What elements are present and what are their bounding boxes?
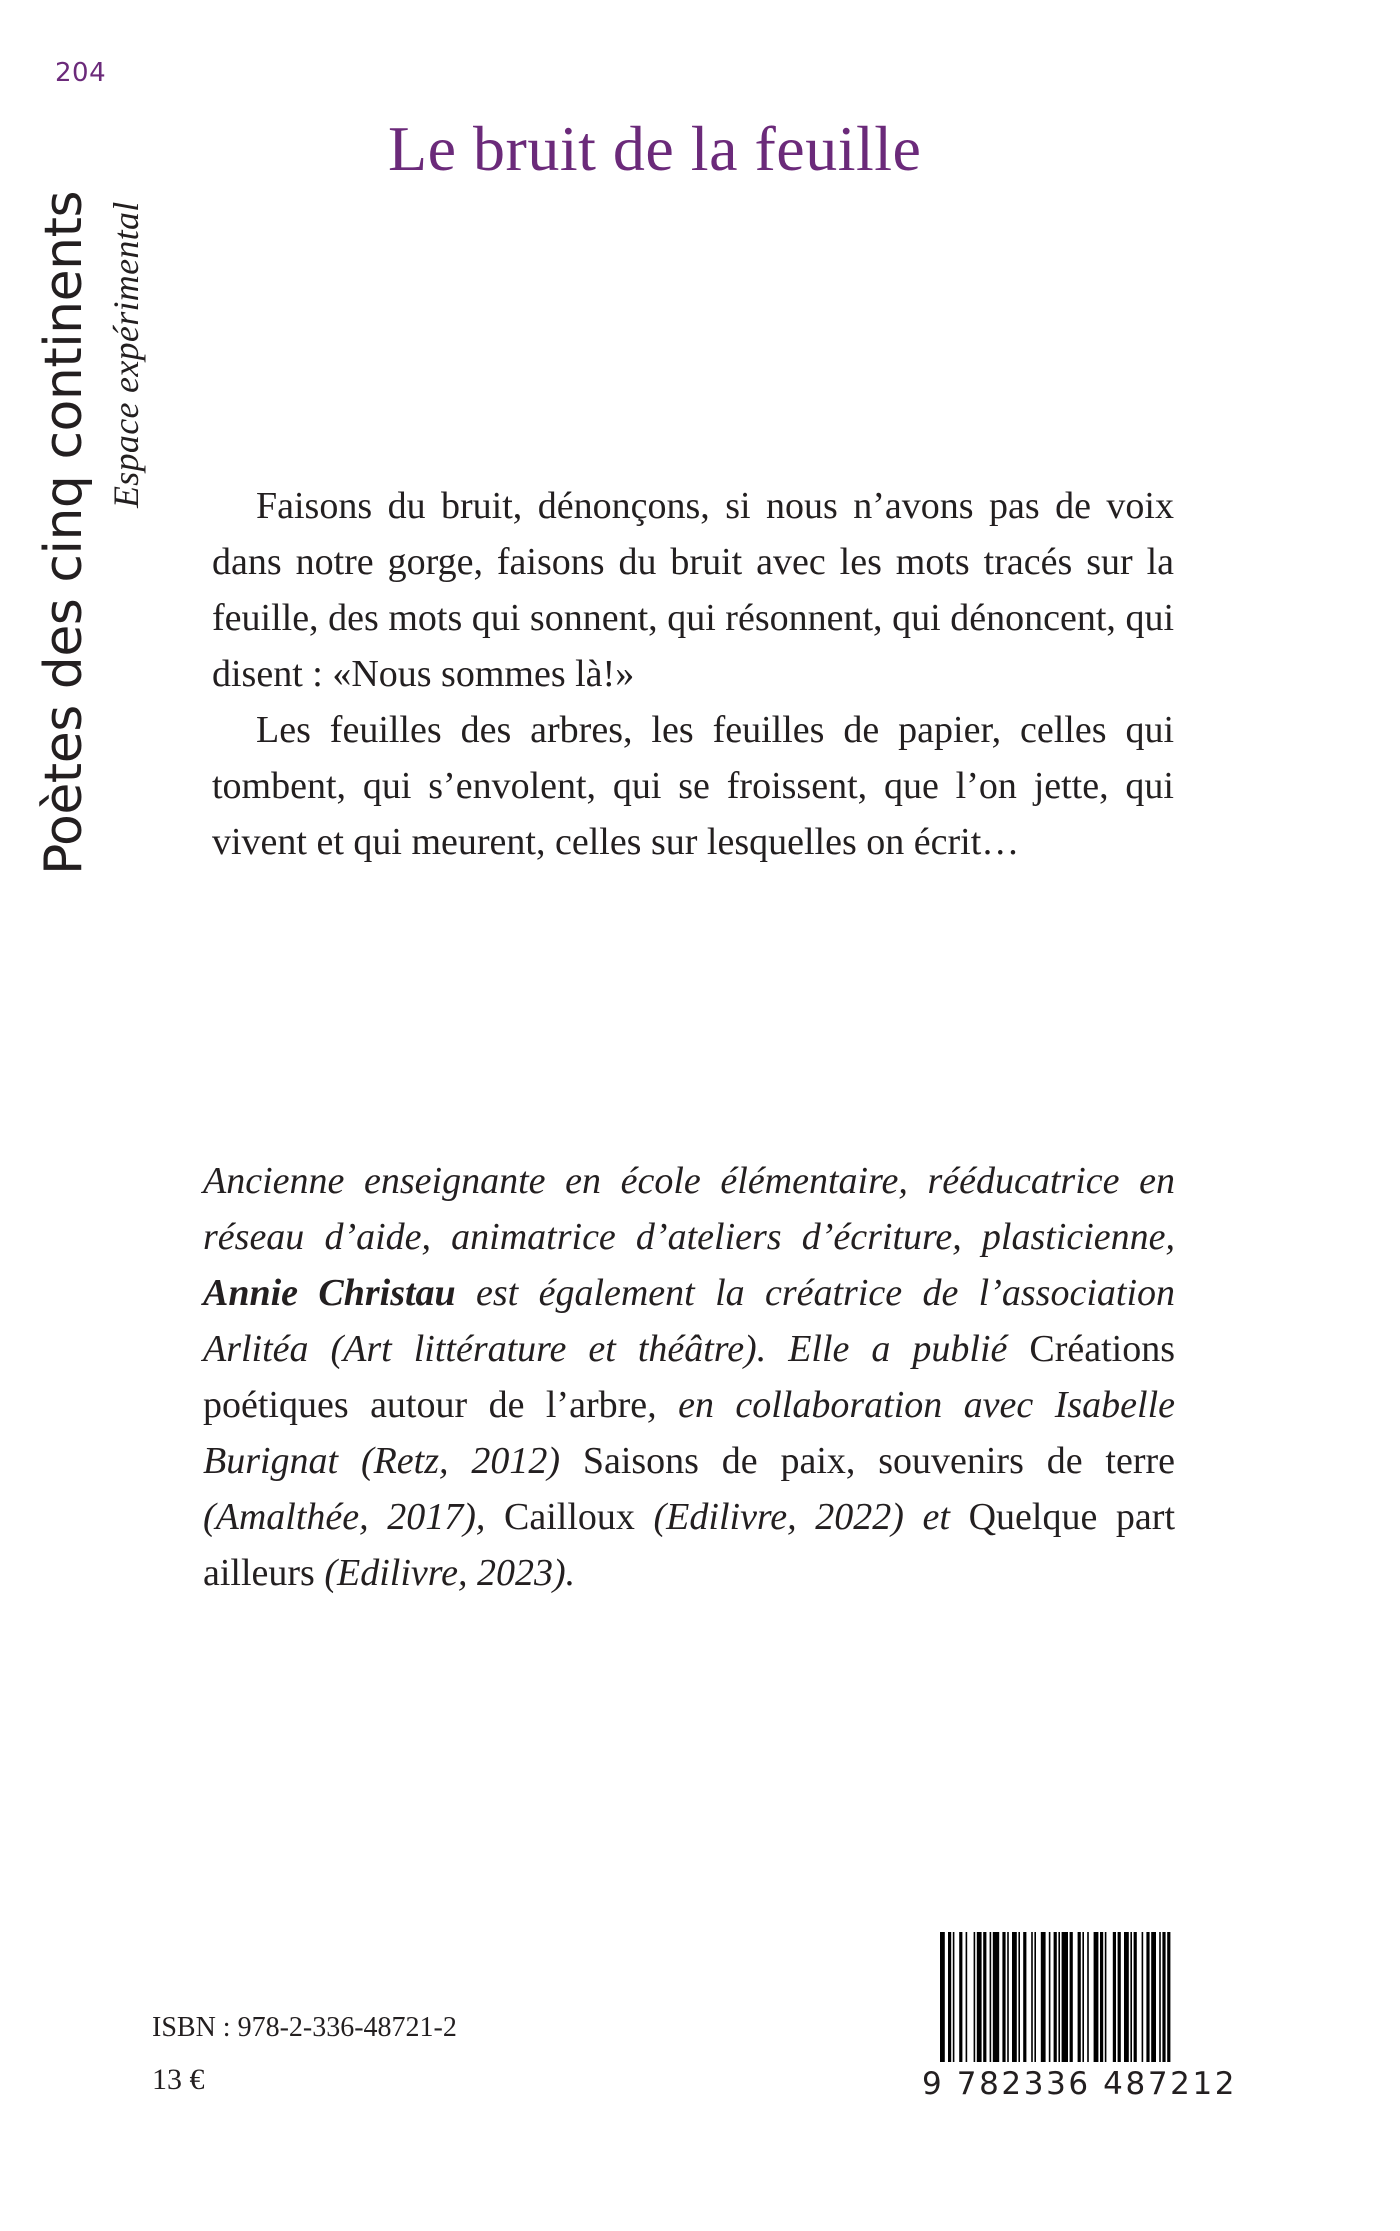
book-reference: Créations poétiques autour de l’arbre [203,1328,1175,1426]
book-reference: Saisons de paix, souvenirs de terre [582,1440,1175,1482]
excerpt [212,478,1174,870]
bio-segment: (Amalthée, 2017), [203,1496,505,1538]
book-reference: Quelque part ailleurs [203,1496,1175,1594]
bio-segment: (Edilivre, 2023). [314,1552,576,1594]
excerpt-paragraph-2: Les feuilles des arbres, les feuilles de papier, celles qui tombent, qui s’envolent, qui se froissent, que l’on jette, qui vivent et qui meurent, celles sur lesquelles on écrit… [212,709,1174,863]
book-title: Le bruit de la feuille [388,113,922,184]
series-title: Poètes des cinq continents [34,190,94,875]
price: 13 € [152,2063,205,2096]
series-spine-block [34,135,168,875]
book-reference: Cailloux [504,1496,635,1538]
barcode-digits: 9 782336 487212 [920,2062,1222,2106]
bio-segment: Ancienne enseignante en école élémentaire, rééducatrice en réseau d’aide, animatrice d’ateliers d’écriture, plasticienne, [203,1160,1175,1258]
author-name: Annie Christau [203,1272,456,1314]
bio-segment: , en collaboration avec Isabelle Burignat (Retz, 2012) [203,1384,1176,1482]
series-number: 204 [55,58,107,88]
author-bio [203,1153,1175,1601]
isbn: ISBN : 978-2-336-48721-2 [152,2012,457,2043]
bio-segment: est également la créatrice de l’association Arlitéa (Art littérature et théâtre). Elle a publié [203,1272,1175,1370]
bio-segment: (Edilivre, 2022) et [634,1496,969,1538]
excerpt-paragraph-1: Faisons du bruit, dénonçons, si nous n’avons pas de voix dans notre gorge, faisons du bruit avec les mots tracés sur la feuille, des mots qui sonnent, qui résonnent, qui dénoncent, qui disent : «Nous sommes là!» [212,485,1174,695]
series-subtitle: Espace expérimental [106,201,146,508]
